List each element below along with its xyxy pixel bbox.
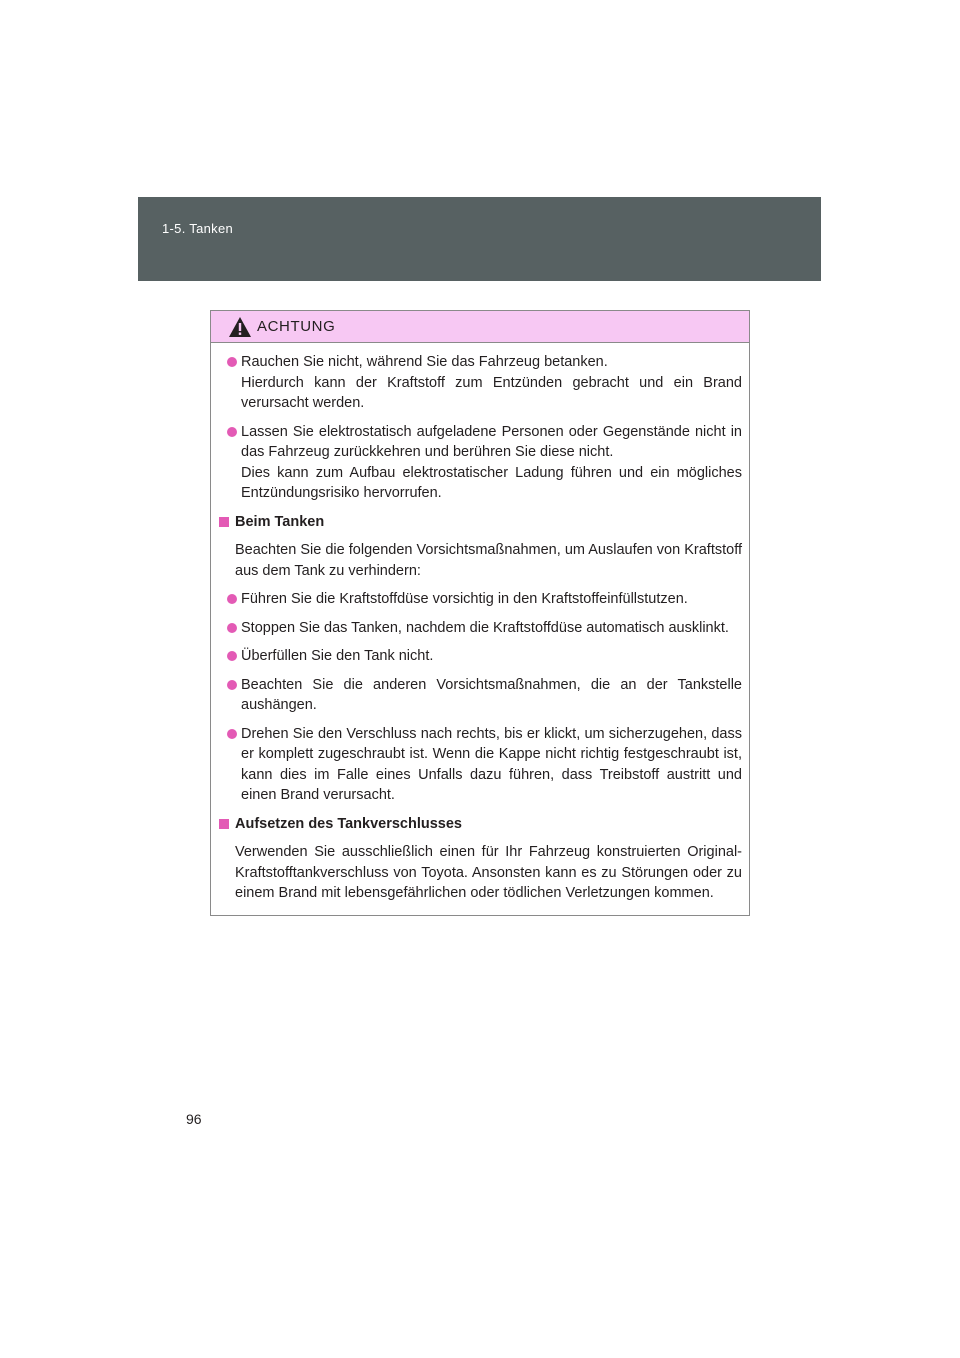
square-bullet-icon <box>219 517 229 527</box>
bullet-line: Lassen Sie elektrostatisch aufgeladene Personen oder Gegenstände nicht in das Fahrzeug zurückkehren und berühren Sie diese nicht. <box>241 423 742 460</box>
list-item <box>217 724 742 806</box>
bullet-text: Überfüllen Sie den Tank nicht. <box>241 648 434 664</box>
bullet-dot-icon <box>227 729 237 739</box>
bullet-dot-icon <box>227 623 237 633</box>
list-item <box>217 422 742 504</box>
warning-header <box>211 311 749 343</box>
warning-box <box>210 310 750 916</box>
bullet-line: Hierdurch kann der Kraftstoff zum Entzünden gebracht und ein Brand verursacht werden. <box>241 374 742 411</box>
heading-text: Beim Tanken <box>235 513 325 530</box>
bullet-dot-icon <box>227 651 237 661</box>
list-item <box>217 589 742 610</box>
paragraph: Beachten Sie die folgenden Vorsichtsmaßnahmen, um Auslaufen von Kraftstoff aus dem Tank zu verhindern: <box>235 542 742 579</box>
list-item <box>217 646 742 667</box>
section-heading <box>217 512 742 533</box>
section-heading <box>217 814 742 835</box>
bullet-text: Beachten Sie die anderen Vorsichtsmaßnahmen, die an der Tankstelle aushängen. <box>241 676 742 713</box>
bullet-line: Dies kann zum Aufbau elektrostatischer Ladung führen und ein mögliches Entzündungsrisiko hervorrufen. <box>241 464 742 501</box>
bullet-dot-icon <box>227 594 237 604</box>
bullet-text: Führen Sie die Kraftstoffdüse vorsichtig in den Kraftstoffeinfüllstutzen. <box>241 591 688 607</box>
bullet-text: Stoppen Sie das Tanken, nachdem die Kraftstoffdüse automatisch ausklinkt. <box>241 619 729 636</box>
list-item <box>217 618 742 639</box>
bullet-dot-icon <box>227 680 237 690</box>
header-band <box>138 197 821 281</box>
bullet-text: Drehen Sie den Verschluss nach rechts, bis er klickt, um sicherzugehen, dass er komplett zugeschraubt ist. Wenn die Kappe nicht richtig festgeschraubt ist, kann dies im Falle eines Unfalls dazu führen, dass Treibstoff austritt und einen Brand verursacht. <box>241 725 742 803</box>
bullet-dot-icon <box>227 427 237 437</box>
page-number: 96 <box>186 1111 202 1127</box>
paragraph: Verwenden Sie ausschließlich einen für Ihr Fahrzeug konstruierten Original-Kraftstofftankverschluss von Toyota. Ansonsten kann es zu Störungen oder zu einem Brand mit lebensgefährlichen oder tödlichen Verletzungen kommen. <box>235 844 742 901</box>
list-item <box>217 352 742 414</box>
bullet-line: Rauchen Sie nicht, während Sie das Fahrzeug betanken. <box>241 354 608 370</box>
square-bullet-icon <box>219 819 229 829</box>
warning-title: ACHTUNG <box>257 318 336 335</box>
warning-triangle-icon <box>228 316 252 338</box>
list-item <box>217 675 742 716</box>
heading-text: Aufsetzen des Tankverschlusses <box>235 815 462 832</box>
bullet-dot-icon <box>227 357 237 367</box>
warning-body <box>211 343 749 904</box>
section-label: 1-5. Tanken <box>162 221 233 236</box>
